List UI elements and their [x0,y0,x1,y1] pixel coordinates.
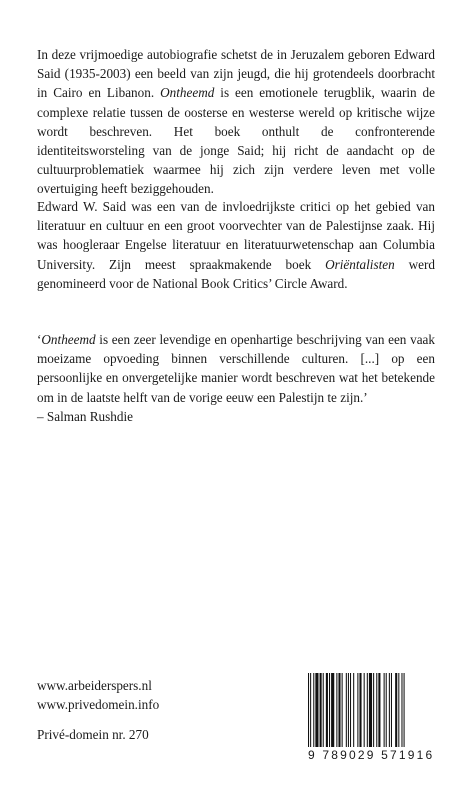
barcode-bar [364,673,365,747]
barcode-bar [308,673,309,757]
author-bio-text-part: werd genomineerd voor de National Book Critics’ Circle Award. [37,256,435,291]
description-text [37,45,435,199]
review-quote-text [37,330,435,426]
barcode-bar [386,673,387,747]
barcode-bar [353,673,354,757]
barcode-bar [310,673,311,757]
barcode-bar [389,673,390,747]
barcode-bar [404,673,405,747]
author-bio-text-part: Edward W. Said was een van de invloedrijkste critici op het gebied van literatuur en cultuur en een groot voorvechter van de Palestijnse zaak. Hij was hoogleraar Engelse literatuur en literatuurwetenschap aan Columbia University. Zijn meest spraakmakende boek [37,199,435,272]
barcode-bar [376,673,377,747]
review-quote-paragraph [37,330,435,426]
barcode-bar [346,673,347,747]
barcode-bar [348,673,349,747]
barcode-bar [401,673,402,757]
isbn-barcode [306,673,436,765]
barcode-bar [359,673,361,747]
barcode-bar [320,673,322,747]
barcode-bar [384,673,385,747]
isbn-number: 9 789029 571916 [306,747,438,763]
review-quote-part: is een zeer levendige en openhartige beschrijving van een vaak moeizame opvoeding binnen verschillende culturen. [...] op een persoonlijke en onvergetelijke manier wordt beschreven wat het betekende om in de laatste helft van de vorige eeuw een Palestijn te zijn.’ [37,332,435,405]
barcode-bar [378,673,380,747]
barcode-bar [367,673,368,747]
book-title: Ontheemd [41,332,96,347]
barcode-bar [338,673,340,747]
description-paragraph [37,45,435,199]
barcode-bar [323,673,324,747]
quote-open-mark: ‘ [37,332,42,347]
book-title: Ontheemd [160,85,215,101]
barcode-bar [395,673,397,747]
author-bio-paragraph [37,197,435,293]
barcode-bar [373,673,374,747]
barcode-bar [326,673,328,747]
barcode-bar [369,673,372,747]
barcode-bar [350,673,351,757]
description-text-part: is een emotionele terugblik, waarin de complexe relatie tussen de oosterse en westerse wereld op kritische wijze wordt beschreven. Het boek onthult de confronterende identiteitsworsteling van de jonge Said; hij richt de aandacht op de cultuurproblematiek waarmee hij zich zijn verdere leven met volle overtuiging heeft beziggehouden. [37,85,436,197]
barcode-bar [342,673,343,747]
barcode-bar [357,673,358,747]
series-number: Privé-domein nr. 270 [37,727,149,742]
author-bio-text [37,197,435,293]
barcode-bar [391,673,392,747]
barcode-bar [315,673,318,747]
description-text-part: In deze vrijmoedige autobiografie schetst de in Jeruzalem geboren Edward Said (1935-2003) een beeld van zijn jeugd, die hij grotendeels doorbracht in Cairo en Libanon. [37,47,435,101]
series-website-link[interactable]: www.privedomein.info [37,697,160,712]
barcode-bar [331,673,334,747]
barcode-bar [336,673,337,747]
other-book-title: Oriëntalisten [325,256,395,272]
barcode-bar [398,673,399,757]
barcode-bar [313,673,314,747]
barcode-bar [329,673,330,747]
publisher-website-link[interactable]: www.arbeiderspers.nl [37,678,152,693]
quote-attribution: – Salman Rushdie [37,408,133,424]
